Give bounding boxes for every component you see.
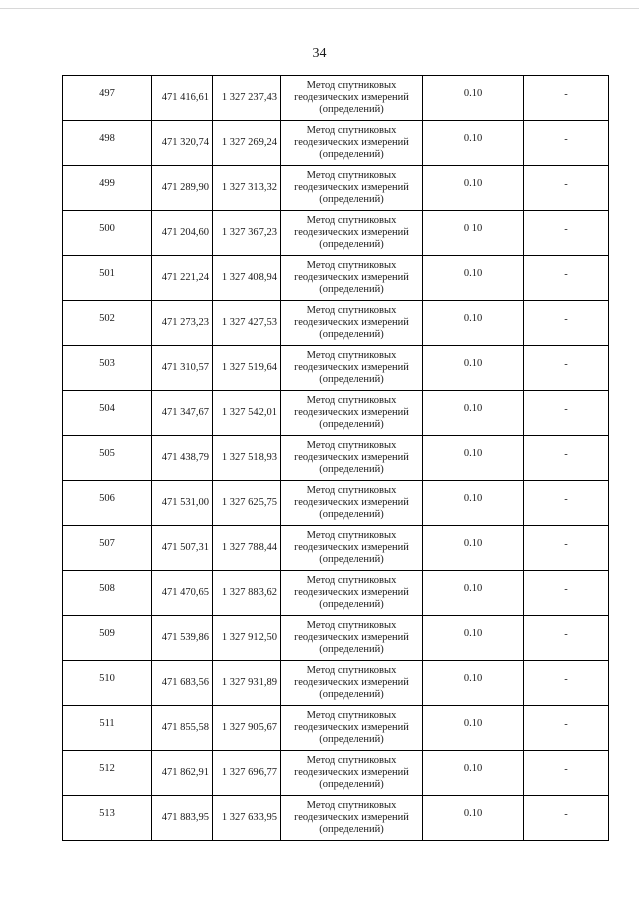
y-coordinate-cell: 1 327 367,23 — [213, 211, 281, 256]
y-coordinate-cell: 1 327 905,67 — [213, 706, 281, 751]
method-text-line: Метод спутниковых — [306, 665, 397, 676]
note-cell: - — [524, 481, 609, 526]
method-cell — [281, 796, 423, 841]
note-cell: - — [524, 211, 609, 256]
method-text-line: (определений) — [319, 824, 384, 835]
method-text-line: Метод спутниковых — [306, 755, 397, 766]
method-cell — [281, 121, 423, 166]
y-coordinate-cell: 1 327 427,53 — [213, 301, 281, 346]
method-text-line: Метод спутниковых — [306, 575, 397, 586]
note-cell: - — [524, 166, 609, 211]
method-text-line: Метод спутниковых — [306, 305, 397, 316]
method-text-line: геодезических измерений — [294, 587, 409, 598]
method-cell — [281, 526, 423, 571]
y-coordinate-cell: 1 327 912,50 — [213, 616, 281, 661]
table-row — [63, 616, 609, 661]
x-coordinate-cell: 471 310,57 — [152, 346, 213, 391]
point-number-cell: 511 — [63, 706, 152, 751]
note-cell: - — [524, 796, 609, 841]
accuracy-cell: 0.10 — [423, 391, 524, 436]
x-coordinate-cell: 471 470,65 — [152, 571, 213, 616]
x-coordinate-cell: 471 438,79 — [152, 436, 213, 481]
table-row — [63, 661, 609, 706]
method-cell — [281, 166, 423, 211]
table-row — [63, 796, 609, 841]
y-coordinate-cell: 1 327 518,93 — [213, 436, 281, 481]
method-text-line: Метод спутниковых — [306, 170, 397, 181]
x-coordinate-cell: 471 273,23 — [152, 301, 213, 346]
accuracy-cell: 0.10 — [423, 661, 524, 706]
point-number-cell: 508 — [63, 571, 152, 616]
method-text-line: (определений) — [319, 284, 384, 295]
method-cell — [281, 481, 423, 526]
y-coordinate-cell: 1 327 408,94 — [213, 256, 281, 301]
point-number-cell: 501 — [63, 256, 152, 301]
accuracy-cell: 0.10 — [423, 301, 524, 346]
y-coordinate-cell: 1 327 237,43 — [213, 76, 281, 121]
method-text-line: (определений) — [319, 374, 384, 385]
method-text-line: геодезических измерений — [294, 632, 409, 643]
method-cell — [281, 616, 423, 661]
point-number-cell: 498 — [63, 121, 152, 166]
method-text-line: геодезических измерений — [294, 722, 409, 733]
method-text-line: (определений) — [319, 554, 384, 565]
point-number-cell: 502 — [63, 301, 152, 346]
y-coordinate-cell: 1 327 519,64 — [213, 346, 281, 391]
method-cell — [281, 661, 423, 706]
method-text-line: геодезических измерений — [294, 272, 409, 283]
accuracy-cell: 0 10 — [423, 211, 524, 256]
coordinates-table — [62, 75, 609, 841]
method-cell — [281, 571, 423, 616]
method-text-line: геодезических измерений — [294, 317, 409, 328]
table-row — [63, 436, 609, 481]
table-row — [63, 391, 609, 436]
method-text-line: Метод спутниковых — [306, 260, 397, 271]
table-row — [63, 346, 609, 391]
x-coordinate-cell: 471 320,74 — [152, 121, 213, 166]
note-cell: - — [524, 526, 609, 571]
table-row — [63, 571, 609, 616]
y-coordinate-cell: 1 327 625,75 — [213, 481, 281, 526]
method-text-line: Метод спутниковых — [306, 620, 397, 631]
accuracy-cell: 0.10 — [423, 346, 524, 391]
x-coordinate-cell: 471 531,00 — [152, 481, 213, 526]
table-row — [63, 256, 609, 301]
note-cell: - — [524, 751, 609, 796]
method-cell — [281, 76, 423, 121]
table-row — [63, 706, 609, 751]
table-row — [63, 211, 609, 256]
y-coordinate-cell: 1 327 696,77 — [213, 751, 281, 796]
accuracy-cell: 0.10 — [423, 121, 524, 166]
method-text-line: геодезических измерений — [294, 812, 409, 823]
point-number-cell: 510 — [63, 661, 152, 706]
point-number-cell: 509 — [63, 616, 152, 661]
point-number-cell: 505 — [63, 436, 152, 481]
point-number-cell: 512 — [63, 751, 152, 796]
point-number-cell: 503 — [63, 346, 152, 391]
method-text-line: Метод спутниковых — [306, 215, 397, 226]
table-row — [63, 751, 609, 796]
method-text-line: (определений) — [319, 329, 384, 340]
note-cell: - — [524, 571, 609, 616]
x-coordinate-cell: 471 204,60 — [152, 211, 213, 256]
note-cell: - — [524, 346, 609, 391]
y-coordinate-cell: 1 327 633,95 — [213, 796, 281, 841]
method-cell — [281, 346, 423, 391]
x-coordinate-cell: 471 416,61 — [152, 76, 213, 121]
point-number-cell: 506 — [63, 481, 152, 526]
page-top-edge — [0, 8, 639, 9]
note-cell: - — [524, 76, 609, 121]
table-row — [63, 526, 609, 571]
x-coordinate-cell: 471 883,95 — [152, 796, 213, 841]
point-number-cell: 499 — [63, 166, 152, 211]
x-coordinate-cell: 471 862,91 — [152, 751, 213, 796]
method-text-line: Метод спутниковых — [306, 800, 397, 811]
table-row — [63, 166, 609, 211]
method-text-line: Метод спутниковых — [306, 485, 397, 496]
x-coordinate-cell: 471 683,56 — [152, 661, 213, 706]
method-text-line: геодезических измерений — [294, 182, 409, 193]
method-cell — [281, 436, 423, 481]
point-number-cell: 513 — [63, 796, 152, 841]
method-text-line: Метод спутниковых — [306, 530, 397, 541]
method-text-line: геодезических измерений — [294, 137, 409, 148]
method-text-line: (определений) — [319, 689, 384, 700]
method-cell — [281, 706, 423, 751]
y-coordinate-cell: 1 327 269,24 — [213, 121, 281, 166]
note-cell: - — [524, 706, 609, 751]
note-cell: - — [524, 661, 609, 706]
method-text-line: геодезических измерений — [294, 542, 409, 553]
accuracy-cell: 0.10 — [423, 436, 524, 481]
method-text-line: Метод спутниковых — [306, 395, 397, 406]
method-text-line: геодезических измерений — [294, 92, 409, 103]
accuracy-cell: 0.10 — [423, 526, 524, 571]
accuracy-cell: 0.10 — [423, 616, 524, 661]
method-text-line: (определений) — [319, 104, 384, 115]
method-text-line: Метод спутниковых — [306, 440, 397, 451]
accuracy-cell: 0.10 — [423, 166, 524, 211]
method-cell — [281, 211, 423, 256]
table-row — [63, 481, 609, 526]
accuracy-cell: 0.10 — [423, 571, 524, 616]
method-text-line: геодезических измерений — [294, 452, 409, 463]
method-text-line: (определений) — [319, 644, 384, 655]
method-text-line: геодезических измерений — [294, 767, 409, 778]
method-text-line: геодезических измерений — [294, 677, 409, 688]
note-cell: - — [524, 436, 609, 481]
method-text-line: (определений) — [319, 734, 384, 745]
table-row — [63, 301, 609, 346]
method-text-line: Метод спутниковых — [306, 125, 397, 136]
y-coordinate-cell: 1 327 788,44 — [213, 526, 281, 571]
y-coordinate-cell: 1 327 542,01 — [213, 391, 281, 436]
x-coordinate-cell: 471 347,67 — [152, 391, 213, 436]
accuracy-cell: 0.10 — [423, 796, 524, 841]
accuracy-cell: 0.10 — [423, 76, 524, 121]
method-cell — [281, 301, 423, 346]
method-cell — [281, 256, 423, 301]
note-cell: - — [524, 301, 609, 346]
table-row — [63, 121, 609, 166]
x-coordinate-cell: 471 855,58 — [152, 706, 213, 751]
method-text-line: геодезических измерений — [294, 362, 409, 373]
note-cell: - — [524, 391, 609, 436]
coordinates-table-body — [63, 76, 609, 841]
method-text-line: (определений) — [319, 599, 384, 610]
method-text-line: геодезических измерений — [294, 227, 409, 238]
method-text-line: (определений) — [319, 419, 384, 430]
accuracy-cell: 0.10 — [423, 481, 524, 526]
accuracy-cell: 0.10 — [423, 751, 524, 796]
x-coordinate-cell: 471 289,90 — [152, 166, 213, 211]
y-coordinate-cell: 1 327 313,32 — [213, 166, 281, 211]
method-cell — [281, 751, 423, 796]
page-number: 34 — [312, 46, 327, 61]
note-cell: - — [524, 616, 609, 661]
accuracy-cell: 0.10 — [423, 706, 524, 751]
method-text-line: Метод спутниковых — [306, 350, 397, 361]
method-text-line: Метод спутниковых — [306, 80, 397, 91]
point-number-cell: 507 — [63, 526, 152, 571]
accuracy-cell: 0.10 — [423, 256, 524, 301]
x-coordinate-cell: 471 507,31 — [152, 526, 213, 571]
method-text-line: (определений) — [319, 149, 384, 160]
method-text-line: (определений) — [319, 464, 384, 475]
point-number-cell: 500 — [63, 211, 152, 256]
method-text-line: геодезических измерений — [294, 497, 409, 508]
note-cell: - — [524, 121, 609, 166]
table-row — [63, 76, 609, 121]
note-cell: - — [524, 256, 609, 301]
y-coordinate-cell: 1 327 931,89 — [213, 661, 281, 706]
method-cell — [281, 391, 423, 436]
x-coordinate-cell: 471 539,86 — [152, 616, 213, 661]
method-text-line: геодезических измерений — [294, 407, 409, 418]
method-text-line: (определений) — [319, 194, 384, 205]
point-number-cell: 504 — [63, 391, 152, 436]
y-coordinate-cell: 1 327 883,62 — [213, 571, 281, 616]
method-text-line: (определений) — [319, 239, 384, 250]
x-coordinate-cell: 471 221,24 — [152, 256, 213, 301]
method-text-line: (определений) — [319, 509, 384, 520]
method-text-line: Метод спутниковых — [306, 710, 397, 721]
point-number-cell: 497 — [63, 76, 152, 121]
method-text-line: (определений) — [319, 779, 384, 790]
